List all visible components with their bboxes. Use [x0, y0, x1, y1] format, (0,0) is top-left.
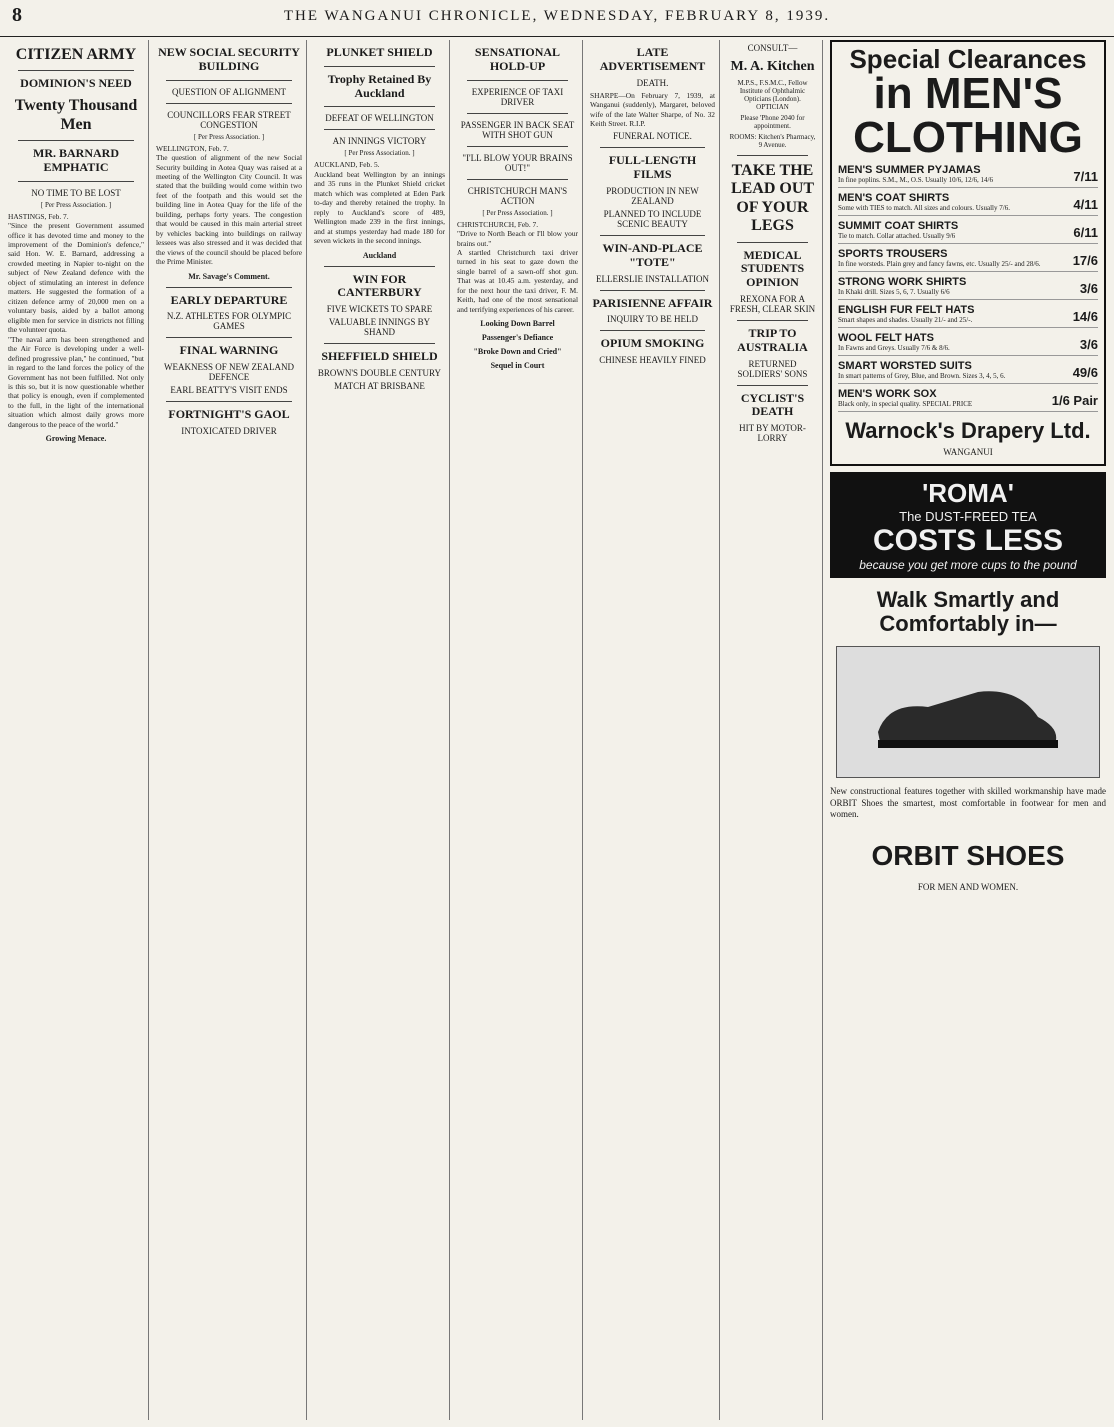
clearance-item — [838, 328, 1098, 356]
subhead: Growing Menace. — [45, 434, 107, 444]
clearance-item-price: 3/6 — [1079, 337, 1098, 352]
clearance-item-name: STRONG WORK SHIRTS — [838, 276, 967, 288]
divider — [18, 140, 134, 141]
clearance-item-text — [838, 276, 966, 296]
article-body: CHRISTCHURCH, Feb. 7. "Drive to North Beach or I'll blow your brains out." A startled Christchurch taxi driver turned in his seat to gaze down the single barrel of a sawn-off shot gun. That was at 10.45 a.m. yesterday, and for the next hour the taxi driver, F. M. Keith, had one of the most sensational and terrifying experiences of his career. — [457, 219, 578, 314]
headline: EARLY DEPARTURE — [170, 292, 288, 307]
store-name: Warnock's Drapery Ltd. — [845, 418, 1091, 443]
clearance-item-text — [838, 360, 1005, 380]
clearance-item-desc: Tie to match. Collar attached. Usually 9/6 — [838, 232, 956, 240]
clearance-item-text — [838, 332, 950, 352]
deck: WEAKNESS OF NEW ZEALAND DEFENCE — [163, 362, 295, 383]
headline: SHEFFIELD SHIELD — [321, 349, 438, 364]
divider — [166, 401, 292, 402]
deck: COUNCILLORS FEAR STREET CONGESTION — [167, 109, 291, 130]
deck: Trophy Retained By Auckland — [327, 71, 432, 100]
headline: CITIZEN ARMY — [15, 46, 137, 63]
divider — [324, 343, 435, 344]
clearance-item-desc: In Fawns and Greys. Usually 7/6 & 8/6. — [838, 344, 950, 352]
deck: PLANNED TO INCLUDE SCENIC BEAUTY — [603, 209, 702, 230]
shoe-illustration — [836, 646, 1100, 778]
deck: RETURNED SOLDIERS' SONS — [737, 358, 808, 379]
deck: ELLERSLIE INSTALLATION — [595, 273, 709, 284]
divider — [324, 129, 435, 130]
deck: DOMINION'S NEED — [20, 76, 132, 91]
clearance-item — [838, 384, 1098, 412]
clearance-item-name: MEN'S WORK SOX — [838, 388, 937, 400]
deck: MR. BARNARD EMPHATIC — [33, 145, 119, 174]
divider — [467, 146, 568, 147]
roma-tagline: because you get more cups to the pound — [859, 558, 1077, 572]
clearance-items — [838, 160, 1098, 412]
clearance-item-text — [838, 192, 1010, 212]
ad-title: in MEN'S — [873, 69, 1063, 118]
deck: MATCH AT BRISBANE — [334, 381, 425, 391]
divider — [737, 242, 808, 243]
clearance-item-desc: In fine poplins. S.M., M., O.S. Usually 10/6, 12/6, 14/6 — [838, 176, 993, 184]
roma-headline: COSTS LESS — [872, 524, 1064, 557]
orbit-text: New constructional features together with skilled workmanship have made ORBIT Shoes the smartest, most comfortable in footwear for men and women. — [830, 786, 1106, 820]
clearance-item — [838, 244, 1098, 272]
article-body: WELLINGTON, Feb. 7. The question of alignment of the new Social Security building in Aotea Quay was raised at a meeting of the Wellington City Council. It was stated that the building would come within two feet of the footpath and this would set the building line in Aotea Quay for the life of the building, perhaps forty years. The congestion that would be caused in this main arterial street by vehicles backing into buildings on railway lessees was also stressed and it was decided that the views of the council should be placed before the Prime Minister. — [156, 143, 302, 267]
headline: FINAL WARNING — [179, 343, 279, 358]
column-plunket-shield — [310, 40, 450, 1420]
headline: WIN FOR CANTERBURY — [337, 271, 422, 300]
page-number: 8 — [12, 4, 22, 26]
ad-phone: Please 'Phone 2040 for appointment. — [740, 114, 805, 131]
headline: SENSATIONAL HOLD-UP — [474, 45, 561, 73]
divider — [324, 266, 435, 267]
subhead: Passenger's Defiance — [481, 333, 554, 343]
clearance-ad — [830, 40, 1106, 466]
clearance-item-price: 17/6 — [1072, 253, 1098, 268]
orbit-brand: ORBIT SHOES — [871, 839, 1065, 871]
column-social-security — [152, 40, 307, 1420]
headline: WIN-AND-PLACE "TOTE" — [602, 241, 703, 269]
clearance-item — [838, 300, 1098, 328]
headline: PARISIENNE AFFAIR — [592, 295, 713, 310]
headline: OPIUM SMOKING — [600, 336, 705, 351]
press-credit: [ Per Press Association. ] — [482, 208, 553, 217]
deck: FUNERAL NOTICE. — [613, 131, 692, 142]
clearance-item-name: MEN'S COAT SHIRTS — [838, 192, 950, 204]
divider — [467, 80, 568, 81]
roma-title: 'ROMA' — [922, 478, 1014, 508]
column-advertisements — [826, 40, 1110, 1420]
deck: INTOXICATED DRIVER — [181, 426, 277, 437]
deck: PRODUCTION IN NEW ZEALAND — [606, 186, 699, 207]
clearance-item-text — [838, 220, 958, 240]
clearance-item-price: 1/6 Pair — [1051, 393, 1098, 408]
clearance-item — [838, 216, 1098, 244]
divider — [18, 181, 134, 182]
clearance-item-name: ENGLISH FUR FELT HATS — [838, 304, 975, 316]
clearance-item — [838, 188, 1098, 216]
deck: VALUABLE INNINGS BY SHAND — [328, 317, 431, 338]
clearance-item-price: 7/11 — [1073, 169, 1098, 184]
clearance-item-price: 49/6 — [1072, 365, 1098, 380]
press-credit: [ Per Press Association. ] — [193, 132, 265, 141]
divider — [600, 290, 705, 291]
clearance-item-desc: In Khaki drill. Sizes 5, 6, 7. Usually 6/6 — [838, 288, 950, 296]
divider — [467, 113, 568, 114]
subhead: Auckland — [362, 250, 397, 260]
divider — [166, 287, 292, 288]
column-late-advertisement — [586, 40, 720, 1420]
ad-rexona-tagline: REXONA FOR A FRESH, CLEAR SKIN — [729, 294, 816, 315]
clearance-item — [838, 160, 1098, 188]
ad-rexona-banner: MEDICAL STUDENTS OPINION — [740, 247, 805, 290]
divider — [600, 330, 705, 331]
subhead: Looking Down Barrel — [480, 319, 555, 329]
deck: PASSENGER IN BACK SEAT WITH SHOT GUN — [460, 119, 575, 140]
store-town: WANGANUI — [943, 447, 993, 457]
clearance-item-desc: Black only, in special quality. SPECIAL PRICE — [838, 400, 973, 408]
clearance-item-text — [838, 388, 972, 408]
divider — [166, 80, 292, 81]
clearance-item — [838, 356, 1098, 384]
deck: QUESTION OF ALIGNMENT — [172, 86, 286, 97]
clearance-item-text — [838, 164, 993, 184]
headline: FORTNIGHT'S GAOL — [168, 407, 290, 422]
deck: CHRISTCHURCH MAN'S ACTION — [467, 185, 568, 206]
clearance-item-price: 4/11 — [1073, 197, 1098, 212]
clearance-item-text — [838, 304, 974, 324]
clearance-item-name: WOOL FELT HATS — [838, 332, 934, 344]
subhead: Mr. Savage's Comment. — [188, 271, 270, 281]
clearance-item-price: 6/11 — [1073, 225, 1098, 240]
newspaper-title: THE WANGANUI CHRONICLE, WEDNESDAY, FEBRUARY 8, 1939. — [283, 8, 831, 24]
ad-title: CLOTHING — [853, 113, 1083, 162]
divider — [600, 235, 705, 236]
divider — [600, 147, 705, 148]
press-credit: [ Per Press Association. ] — [40, 200, 112, 209]
column-hold-up — [453, 40, 583, 1420]
deck: EARL BEATTY'S VISIT ENDS — [170, 385, 288, 396]
headline: FULL-LENGTH FILMS — [608, 153, 697, 182]
divider — [737, 385, 808, 386]
divider — [166, 337, 292, 338]
divider — [737, 155, 808, 156]
headline: CYCLIST'S DEATH — [740, 390, 805, 419]
divider — [18, 70, 134, 71]
column-ads-and-news — [723, 40, 823, 1420]
deck: N.Z. ATHLETES FOR OLYMPIC GAMES — [166, 311, 292, 332]
deck: INQUIRY TO BE HELD — [606, 314, 699, 325]
subhead: "Broke Down and Cried" — [473, 347, 562, 357]
headline: LATE ADVERTISEMENT — [599, 45, 706, 73]
orbit-for: FOR MEN AND WOMEN. — [917, 881, 1019, 892]
article-body: AUCKLAND, Feb. 5. Auckland beat Wellington by an innings and 35 runs in the Plunket Shield cricket match which was completed at Eden Park to-day and thereby retained the trophy. In reply to Auckland's score of 489, Wellington made 239 in the first innings, and at stumps yesterday had made 180 for seven wickets in the second innings. — [314, 160, 445, 246]
deck: NO TIME TO BE LOST — [31, 187, 121, 198]
divider — [166, 103, 292, 104]
deck: HIT BY MOTOR-LORRY — [739, 423, 806, 444]
article-body: HASTINGS, Feb. 7. "Since the present Government assumed office it has devoted time and money to the improvement of the Dominion's defence," said Hon. W. E. Barnard, addressing a crowded meeting in Napier to-night on the subject of New Zealand defence with the object of stimulating an interest in defence matters. He suggested the formation of a citizen defence army of 20,000 men on a voluntary basis, aided by a ballot among eligible men for service in districts not filling the volunteer quota. "The naval arm has been strengthened and the Air Force is developing under a well-defined progressive plan," he continued, "but in regard to the land forces the policy of the Government has not been fulfilled. Not only is this so, but it is now questionable whether that policy is enough, even if complemented to the full, in the light of the international situation which almost daily grows more dangerous to the peace of the world." — [8, 211, 144, 429]
ad-title: Special Clearances — [849, 44, 1087, 74]
masthead — [0, 0, 1114, 37]
headline: NEW SOCIAL SECURITY BUILDING — [158, 45, 300, 73]
ad-optician-name: M. A. Kitchen — [730, 59, 815, 74]
clearance-item-desc: In fine worsteds. Plain grey and fancy fawns, etc. Usually 25/- and 28/6. — [838, 260, 1041, 268]
notice-body: SHARPE—On February 7, 1939, at Wanganui (suddenly), Margaret, beloved wife of the late Walter Sharpe, of No. 32 Keith Street. R.I.P. — [590, 90, 715, 128]
headline: TRIP TO AUSTRALIA — [737, 326, 808, 354]
divider — [737, 320, 808, 321]
deck: Twenty Thousand Men — [14, 97, 138, 133]
headline: PLUNKET SHIELD — [326, 45, 433, 59]
ad-pills-headline: TAKE THE LEAD OUT OF YOUR LEGS — [730, 162, 815, 235]
ad-address: ROOMS: Kitchen's Pharmacy, 9 Avenue. — [729, 133, 816, 150]
clearance-item-name: MEN'S SUMMER PYJAMAS — [838, 164, 981, 176]
clearance-item-name: SUMMIT COAT SHIRTS — [838, 220, 959, 232]
clearance-item-name: SPORTS TROUSERS — [838, 248, 948, 260]
clearance-item-name: SMART WORSTED SUITS — [838, 360, 972, 372]
roma-tea-ad — [830, 472, 1106, 578]
deck: AN INNINGS VICTORY — [332, 136, 427, 147]
subhead: Sequel in Court — [490, 361, 545, 371]
clearance-item-price: 14/6 — [1072, 309, 1098, 324]
divider — [324, 66, 435, 67]
press-credit: [ Per Press Association. ] — [344, 149, 415, 158]
divider — [467, 179, 568, 180]
clearance-item-desc: In smart patterns of Grey, Blue, and Brown. Sizes 3, 4, 5, 6. — [838, 372, 1006, 380]
deck: "I'LL BLOW YOUR BRAINS OUT!" — [462, 152, 573, 173]
orbit-headline: Walk Smartly and Comfortably in— — [876, 587, 1060, 637]
clearance-item-price: 3/6 — [1079, 281, 1098, 296]
deck: EXPERIENCE OF TAXI DRIVER — [471, 86, 564, 107]
ad-consult: CONSULT— — [747, 43, 798, 53]
divider — [324, 106, 435, 107]
deck: CHINESE HEAVILY FINED — [599, 355, 706, 366]
clearance-item-desc: Smart shapes and shades. Usually 21/- and 25/-. — [838, 316, 973, 324]
shoe-icon — [868, 662, 1068, 762]
clearance-item-desc: Some with TIES to match. All sizes and colours. Usually 7/6. — [838, 204, 1010, 212]
deck: BROWN'S DOUBLE CENTURY — [317, 368, 442, 378]
column-citizen-army — [4, 40, 149, 1420]
deck: FIVE WICKETS TO SPARE — [326, 304, 433, 315]
roma-subtitle: The DUST-FREED TEA — [899, 509, 1037, 524]
clearance-item-text — [838, 248, 1041, 268]
clearance-item — [838, 272, 1098, 300]
deck: DEFEAT OF WELLINGTON — [325, 113, 434, 124]
ad-qualifications: M.P.S., F.S.M.C., Fellow Institute of Ophthalmic Opticians (London). OPTICIAN — [737, 79, 808, 112]
deck: DEATH. — [636, 77, 669, 88]
